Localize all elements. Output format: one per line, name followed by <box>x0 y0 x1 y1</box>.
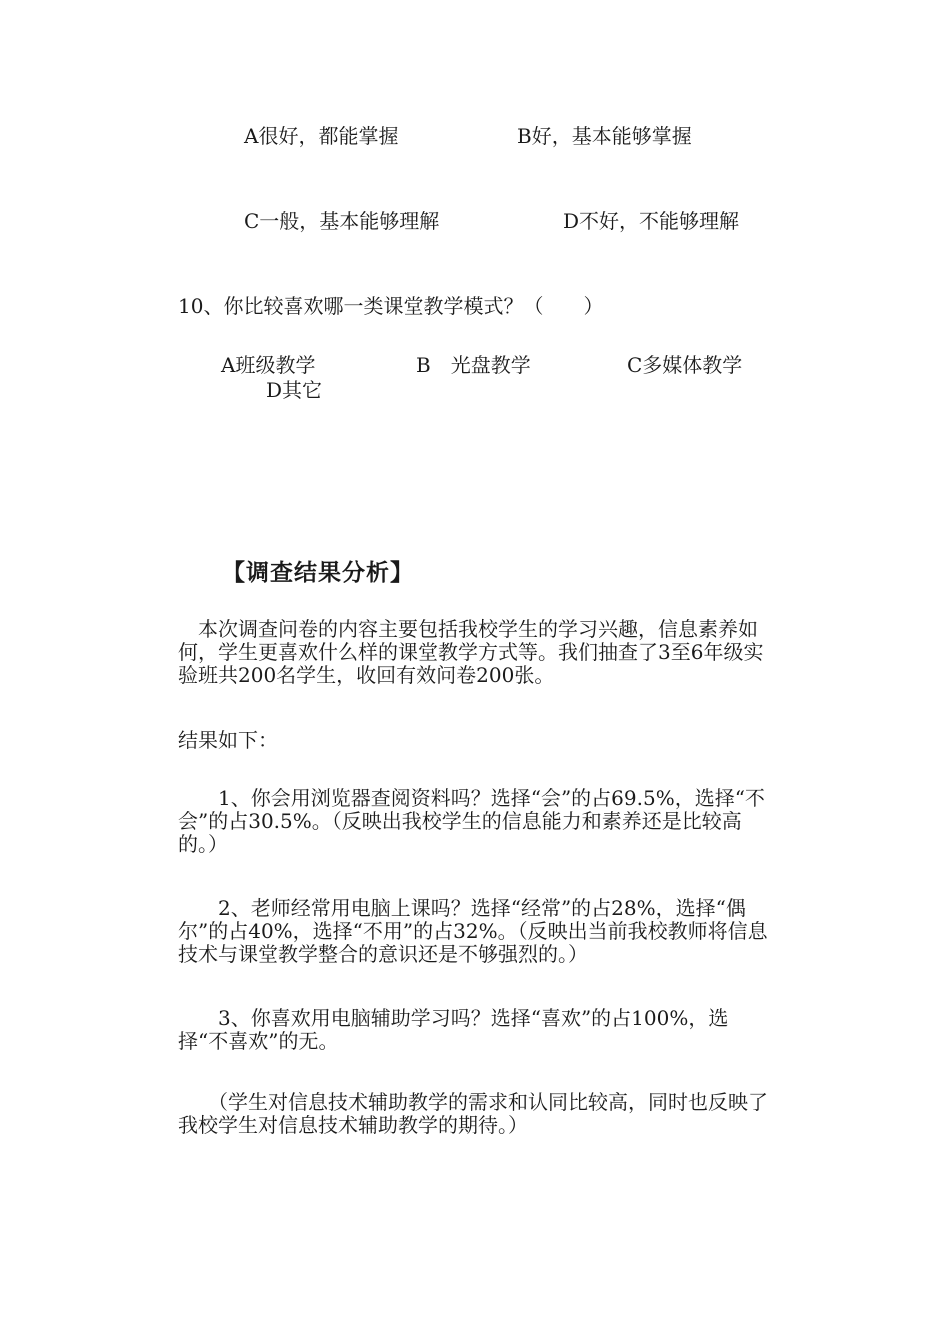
q10-option-c: C多媒体教学 <box>627 353 743 377</box>
analysis-heading: 【调查结果分析】 <box>222 560 414 586</box>
result-item-2: 2、老师经常用电脑上课吗？选择“经常”的占28%，选择“偶尔”的占40%，选择“不用”的占32%。（反映出当前我校教师将信息技术与课堂教学整合的意识还是不够强烈的。） <box>178 896 768 966</box>
q10-option-a: A班级教学 <box>221 353 316 377</box>
q9-option-d: D不好，不能够理解 <box>563 209 740 233</box>
results-label: 结果如下： <box>178 728 278 752</box>
q10-option-b: B 光盘教学 <box>416 353 531 377</box>
q9-option-b: B好，基本能够掌握 <box>517 124 692 148</box>
analysis-intro: 本次调查问卷的内容主要包括我校学生的学习兴趣，信息素养如何，学生更喜欢什么样的课堂教学方式等。我们抽查了3至6年级实验班共200名学生，收回有效问卷200张。 <box>178 617 764 687</box>
q9-option-c: C一般，基本能够理解 <box>244 209 440 233</box>
result-item-3: 3、你喜欢用电脑辅助学习吗？选择“喜欢”的占100%，选择“不喜欢”的无。 <box>178 1006 729 1053</box>
result-item-1: 1、你会用浏览器查阅资料吗？选择“会”的占69.5%，选择“不会”的占30.5%。（反映出我校学生的信息能力和素养还是比较高的。） <box>178 786 765 856</box>
result-note: （学生对信息技术辅助教学的需求和认同比较高，同时也反映了我校学生对信息技术辅助教学的期待。） <box>178 1090 768 1137</box>
q10-question: 10、你比较喜欢哪一类课堂教学模式？（ ） <box>178 294 604 318</box>
q9-option-a: A很好，都能掌握 <box>244 124 399 148</box>
q10-option-d: D其它 <box>266 378 323 402</box>
